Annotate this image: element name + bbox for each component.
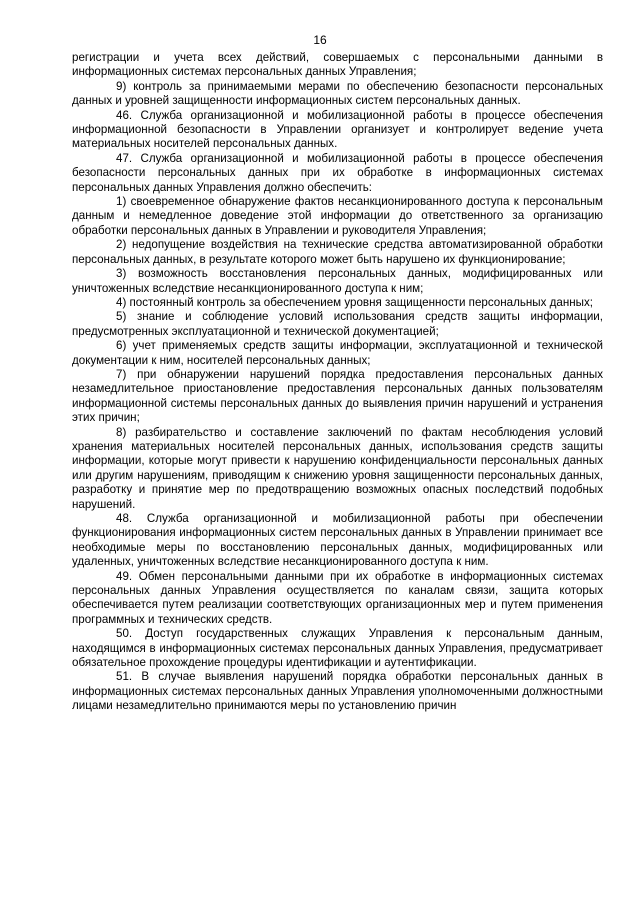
paragraph-clause-46: 46. Служба организационной и мобилизационной работы в процессе обеспечения информационной безопасности в Управлении организует и контролирует ведение учета материальных носителей персональных данных.: [72, 108, 603, 151]
page-number: 16: [313, 33, 327, 47]
paragraph-item-3: 3) возможность восстановления персональных данных, модифицированных или уничтоженных вследствие несанкционированного доступа к ним;: [72, 267, 603, 295]
paragraph-clause-48: 48. Служба организационной и мобилизационной работы при обеспечении функционирования информационных систем персональных данных в Управлении принимает все необходимые меры по восстановлению персональных данных, модифицированных или удаленных, уничтоженных вследствие несанкционированного доступа к ним.: [72, 512, 603, 569]
paragraph-item-5: 5) знание и соблюдение условий использования средств защиты информации, предусмотренных эксплуатационной и технической документацией;: [72, 310, 603, 338]
paragraph-item-2: 2) недопущение воздействия на технические средства автоматизированной обработки персональных данных, в результате которого может быть нарушено их функционирование;: [72, 238, 603, 266]
paragraph-clause-49: 49. Обмен персональными данными при их обработке в информационных системах персональных данных Управления осуществляется по каналам связи, защита которых обеспечивается путем реализации соответствующих организационных мер и путем применения программных и технических средств.: [72, 569, 603, 626]
paragraph-clause-47: 47. Служба организационной и мобилизационной работы в процессе обеспечения безопасности персональных данных при их обработке в информационных системах персональных данных Управления должно обеспечить:: [72, 151, 603, 194]
document-body: [72, 51, 603, 714]
paragraph-item-9: 9) контроль за принимаемыми мерами по обеспечению безопасности персональных данных и уровней защищенности информационных систем персональных данных.: [72, 79, 603, 108]
paragraph-item-6: 6) учет применяемых средств защиты информации, эксплуатационной и технической документации к ним, носителей персональных данных;: [72, 339, 603, 367]
paragraph-item-8: 8) разбирательство и составление заключений по фактам несоблюдения условий хранения материальных носителей персональных данных, использования средств защиты информации, которые могут привести к нарушению конфиденциальности персональных данных или другим нарушениям, приводящим к снижению уровня защищенности персональных данных, разработку и принятие мер по предотвращению возможных опасных последствий подобных нарушений.: [72, 425, 603, 511]
paragraph-clause-50: 50. Доступ государственных служащих Управления к персональным данным, находящимся в информационных системах персональных данных Управления, предусматривает обязательное прохождение процедуры идентификации и аутентификации.: [72, 627, 603, 670]
paragraph-item-4: 4) постоянный контроль за обеспечением уровня защищенности персональных данных;: [116, 295, 594, 309]
paragraph-continuation: регистрации и учета всех действий, совершаемых с персональными данными в информационных системах персональных данных Управления;: [72, 51, 603, 79]
paragraph-clause-51: 51. В случае выявления нарушений порядка обработки персональных данных в информационных системах персональных данных Управления уполномоченными должностными лицами незамедлительно принимаются меры по установлению причин: [72, 670, 603, 713]
paragraph-item-7: 7) при обнаружении нарушений порядка предоставления персональных данных незамедлительное приостановление предоставления персональных данных пользователям информационной системы персональных данных до выявления причин нарушений и устранения этих причин;: [72, 367, 603, 425]
paragraph-item-1: 1) своевременное обнаружение фактов несанкционированного доступа к персональным данным и немедленное доведение этой информации до ответственного за организацию обработки персональных данных в Управлении и руководителя Управления;: [72, 195, 603, 237]
